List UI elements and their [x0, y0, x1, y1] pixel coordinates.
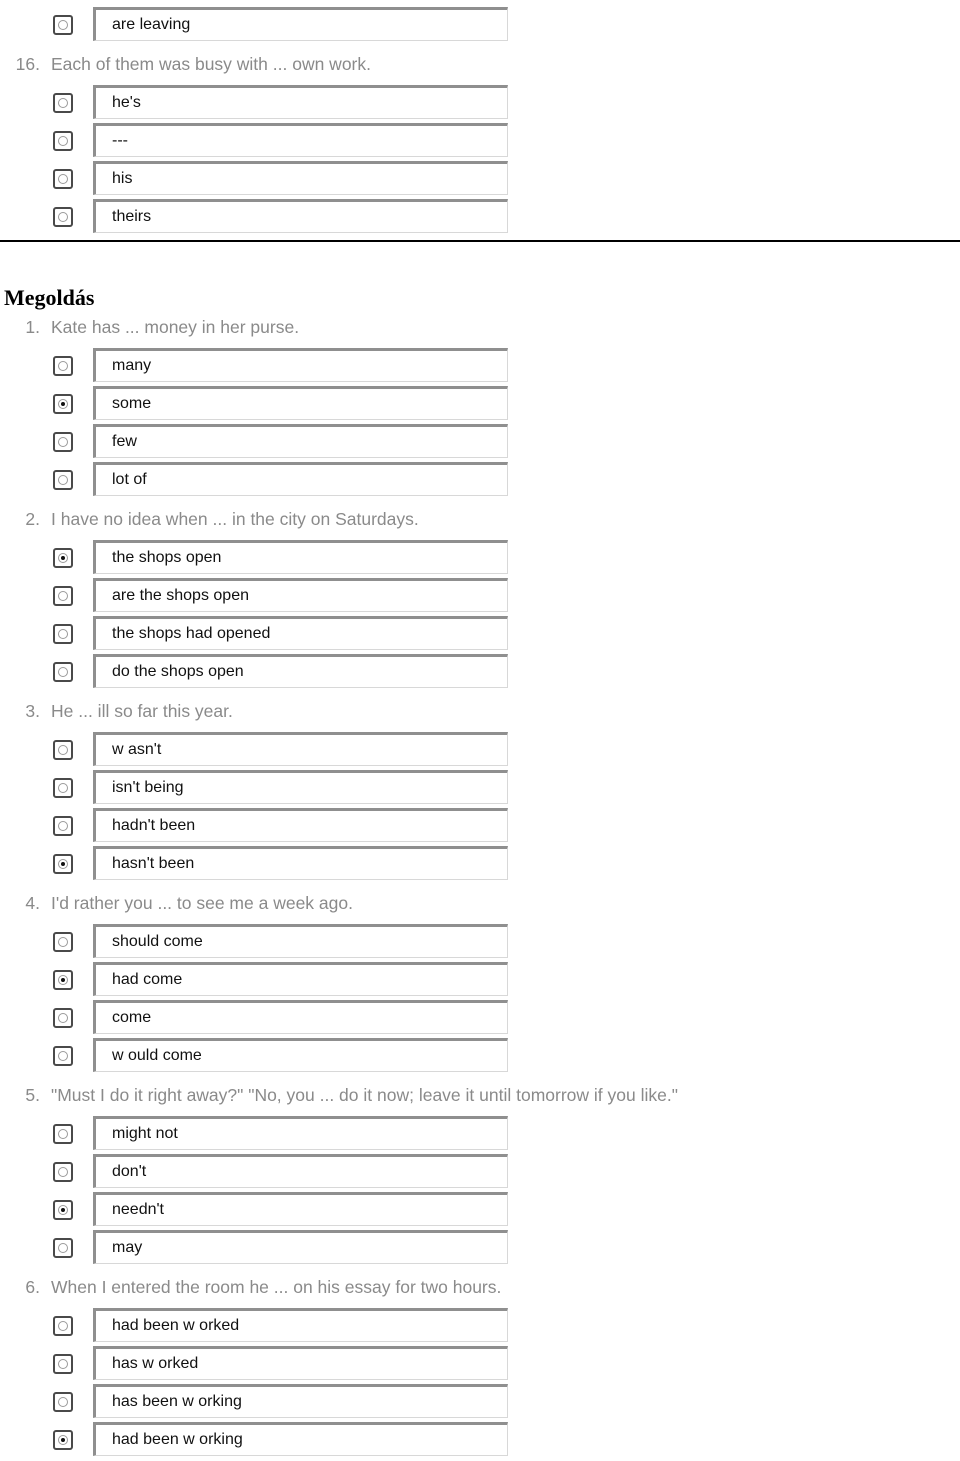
option-label: theirs [112, 208, 152, 225]
option-box [93, 1346, 508, 1380]
option-label: the shops had opened [112, 625, 271, 642]
answer-option[interactable] [0, 198, 520, 236]
question-number: 3. [25, 701, 40, 721]
solution-heading: Megoldás [4, 285, 95, 310]
option-box [93, 962, 508, 996]
option-box [93, 123, 508, 157]
answer-option[interactable] [0, 1191, 520, 1229]
radio-button[interactable] [53, 207, 73, 227]
option-label: hasn't been [112, 855, 195, 872]
question-text: Each of them was busy with ... own work. [51, 54, 371, 74]
option-label: had been w orking [112, 1431, 243, 1448]
option-label: his [112, 170, 133, 187]
option-label: might not [112, 1125, 178, 1142]
answer-option[interactable] [0, 653, 520, 691]
answer-option[interactable] [0, 160, 520, 198]
question-5 [0, 1083, 960, 1107]
option-label: w asn't [112, 741, 162, 758]
answer-option[interactable] [0, 6, 520, 44]
question-16 [0, 52, 960, 76]
radio-button[interactable] [53, 624, 73, 644]
option-box [93, 770, 508, 804]
answer-option[interactable] [0, 1229, 520, 1267]
option-label: many [112, 357, 152, 374]
option-box [93, 732, 508, 766]
answer-option[interactable] [0, 923, 520, 961]
answer-option[interactable] [0, 347, 520, 385]
answer-option[interactable] [0, 1115, 520, 1153]
radio-button[interactable] [53, 1162, 73, 1182]
option-label: has w orked [112, 1355, 199, 1372]
question-text: When I entered the room he ... on his essay for two hours. [51, 1277, 502, 1297]
radio-button[interactable] [53, 470, 73, 490]
option-box [93, 654, 508, 688]
option-box [93, 1308, 508, 1342]
radio-button[interactable] [53, 662, 73, 682]
question-2 [0, 507, 960, 531]
radio-button[interactable] [53, 1008, 73, 1028]
question-number: 4. [25, 893, 40, 913]
answer-option[interactable] [0, 845, 520, 883]
option-box [93, 1154, 508, 1188]
option-box [93, 1038, 508, 1072]
radio-button[interactable] [53, 432, 73, 452]
option-box [93, 424, 508, 458]
option-label: lot of [112, 471, 147, 488]
radio-button[interactable] [53, 1238, 73, 1258]
radio-button[interactable] [53, 932, 73, 952]
option-label: isn't being [112, 779, 184, 796]
answer-option[interactable] [0, 423, 520, 461]
answer-option[interactable] [0, 1345, 520, 1383]
radio-button[interactable] [53, 1354, 73, 1374]
answer-option[interactable] [0, 1037, 520, 1075]
question-number: 1. [25, 317, 40, 337]
answer-option[interactable] [0, 1421, 520, 1459]
option-label: don't [112, 1163, 147, 1180]
question-number: 6. [25, 1277, 40, 1297]
option-box [93, 199, 508, 233]
answer-option[interactable] [0, 961, 520, 999]
option-box [93, 1192, 508, 1226]
option-label: hadn't been [112, 817, 196, 834]
option-label: should come [112, 933, 203, 950]
answer-option[interactable] [0, 122, 520, 160]
option-box [93, 540, 508, 574]
radio-button[interactable] [53, 356, 73, 376]
radio-button[interactable] [53, 854, 73, 874]
radio-button[interactable] [53, 169, 73, 189]
radio-button[interactable] [53, 970, 73, 990]
question-1 [0, 315, 960, 339]
answer-option[interactable] [0, 84, 520, 122]
option-label: w ould come [112, 1047, 202, 1064]
answer-option[interactable] [0, 999, 520, 1037]
answer-option[interactable] [0, 615, 520, 653]
question-number: 5. [25, 1085, 40, 1105]
answer-option[interactable] [0, 385, 520, 423]
option-box [93, 924, 508, 958]
option-box [93, 1230, 508, 1264]
question-text: "Must I do it right away?" "No, you ... do it now; leave it until tomorrow if you like." [51, 1085, 678, 1105]
option-label: few [112, 433, 137, 450]
question-number: 16. [15, 54, 40, 74]
option-label: may [112, 1239, 143, 1256]
option-box [93, 578, 508, 612]
option-label: the shops open [112, 549, 222, 566]
radio-button[interactable] [53, 1316, 73, 1336]
question-4 [0, 891, 960, 915]
answer-option[interactable] [0, 807, 520, 845]
option-label: some [112, 395, 152, 412]
option-label: are leaving [112, 16, 191, 33]
section-divider [0, 240, 960, 242]
option-box [93, 808, 508, 842]
option-label: come [112, 1009, 152, 1026]
option-box [93, 161, 508, 195]
radio-button[interactable] [53, 740, 73, 760]
option-label: had been w orked [112, 1317, 240, 1334]
radio-button[interactable] [53, 1046, 73, 1066]
option-box [93, 1000, 508, 1034]
radio-button[interactable] [53, 93, 73, 113]
option-box [93, 846, 508, 880]
radio-button[interactable] [53, 394, 73, 414]
radio-button[interactable] [53, 1124, 73, 1144]
question-text: Kate has ... money in her purse. [51, 317, 300, 337]
question-text: I'd rather you ... to see me a week ago. [51, 893, 353, 913]
option-box [93, 7, 508, 41]
question-text: He ... ill so far this year. [51, 701, 233, 721]
option-label: --- [112, 132, 128, 149]
answer-option[interactable] [0, 731, 520, 769]
answer-option[interactable] [0, 1383, 520, 1421]
option-label: he's [112, 94, 141, 111]
option-label: has been w orking [112, 1393, 242, 1410]
question-3 [0, 699, 960, 723]
answer-option[interactable] [0, 461, 520, 499]
radio-button[interactable] [53, 15, 73, 35]
answer-option[interactable] [0, 539, 520, 577]
option-box [93, 348, 508, 382]
question-6 [0, 1275, 960, 1299]
option-label: had come [112, 971, 183, 988]
option-box [93, 85, 508, 119]
option-label: needn't [112, 1201, 164, 1218]
radio-button[interactable] [53, 586, 73, 606]
radio-button[interactable] [53, 778, 73, 798]
option-box [93, 462, 508, 496]
radio-button[interactable] [53, 1392, 73, 1412]
radio-button[interactable] [53, 816, 73, 836]
radio-button[interactable] [53, 1430, 73, 1450]
option-box [93, 616, 508, 650]
answer-option[interactable] [0, 1153, 520, 1191]
question-text: I have no idea when ... in the city on Saturdays. [51, 509, 419, 529]
answer-option[interactable] [0, 769, 520, 807]
answer-option[interactable] [0, 1307, 520, 1345]
option-box [93, 1422, 508, 1456]
answer-option[interactable] [0, 577, 520, 615]
option-box [93, 1384, 508, 1418]
option-label: do the shops open [112, 663, 244, 680]
option-box [93, 1116, 508, 1150]
radio-button[interactable] [53, 1200, 73, 1220]
radio-button[interactable] [53, 131, 73, 151]
option-box [93, 386, 508, 420]
option-label: are the shops open [112, 587, 249, 604]
radio-button[interactable] [53, 548, 73, 568]
question-number: 2. [25, 509, 40, 529]
